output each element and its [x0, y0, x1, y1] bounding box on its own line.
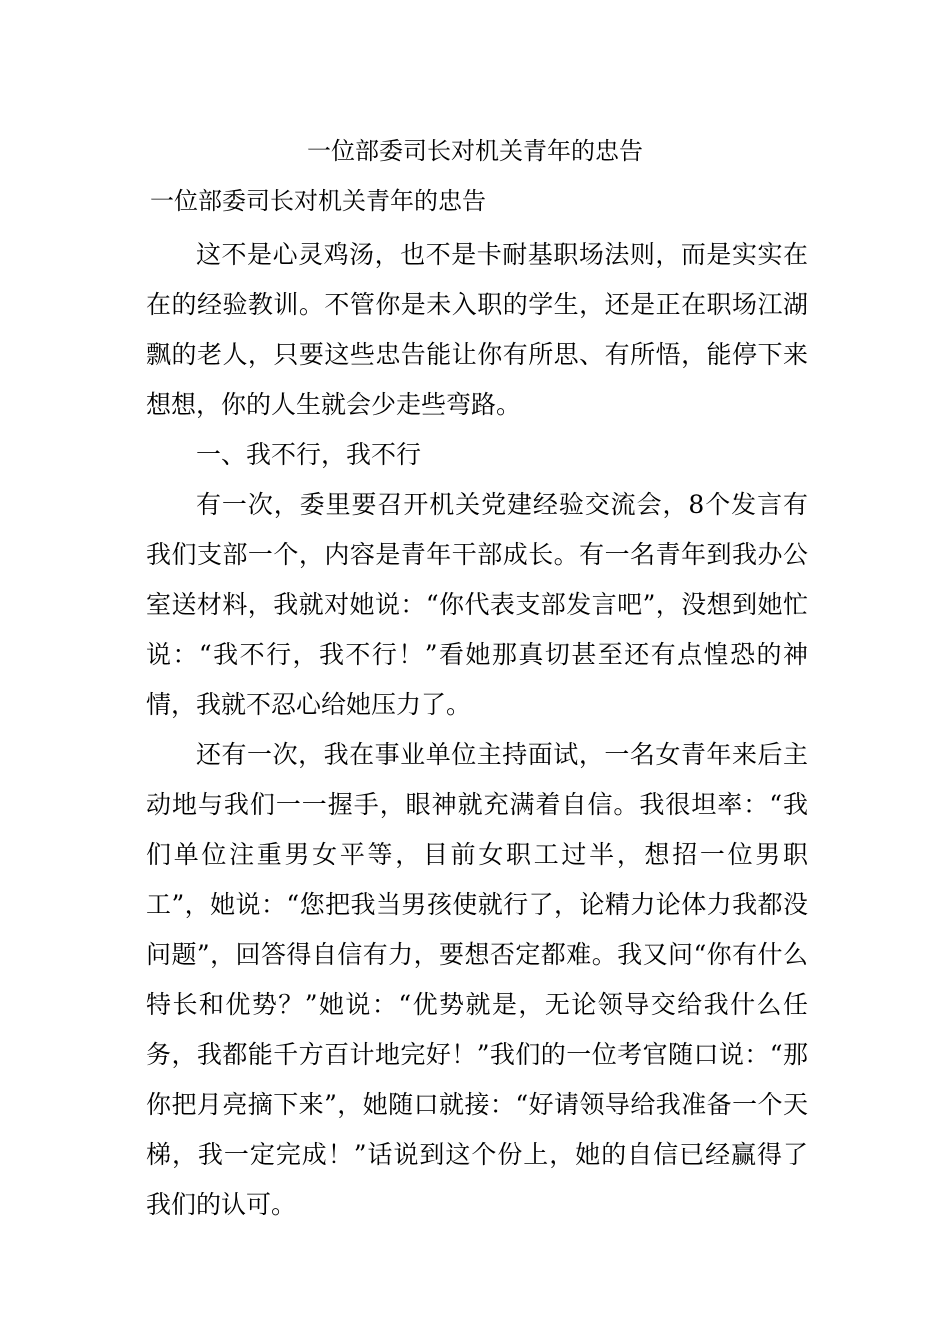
- paragraph-intro: 这不是心灵鸡汤，也不是卡耐基职场法则，而是实实在在的经验教训。不管你是未入职的学生，还是正在职场江湖飘的老人，只要这些忠告能让你有所思、有所悟，能停下来想想，你的人生就会少走些弯路。: [146, 240, 808, 419]
- paragraph-story-1: 有一次，委里要召开机关党建经验交流会，8个发言有我们支部一个，内容是青年干部成长。有一名青年到我办公室送材料，我就对她说：“你代表支部发言吧”，没想到她忙说：“我不行，我不行！”看她那真切甚至还有点惶恐的神情，我就不忍心给她压力了。: [146, 490, 808, 719]
- paragraph-story-2: 还有一次，我在事业单位主持面试，一名女青年来后主动地与我们一一握手，眼神就充满着自信。我很坦率：“我们单位注重男女平等，目前女职工过半，想招一位男职工”，她说：“您把我当男孩使就行了，论精力论体力我都没问题”，回答得自信有力，要想否定都难。我又问“你有什么特长和优势？”她说：“优势就是，无论领导交给我什么任务，我都能千方百计地完好！”我们的一位考官随口说：“那你把月亮摘下来”，她随口就接：“好请领导给我准备一个天梯，我一定完成！”话说到这个份上，她的自信已经赢得了我们的认可。: [146, 740, 808, 1219]
- document-body: [146, 230, 808, 1230]
- document-title: 一位部委司长对机关青年的忠告: [307, 137, 643, 165]
- document-subtitle: 一位部委司长对机关青年的忠告: [150, 187, 486, 215]
- section-heading-1: 一、我不行，我不行: [196, 440, 422, 469]
